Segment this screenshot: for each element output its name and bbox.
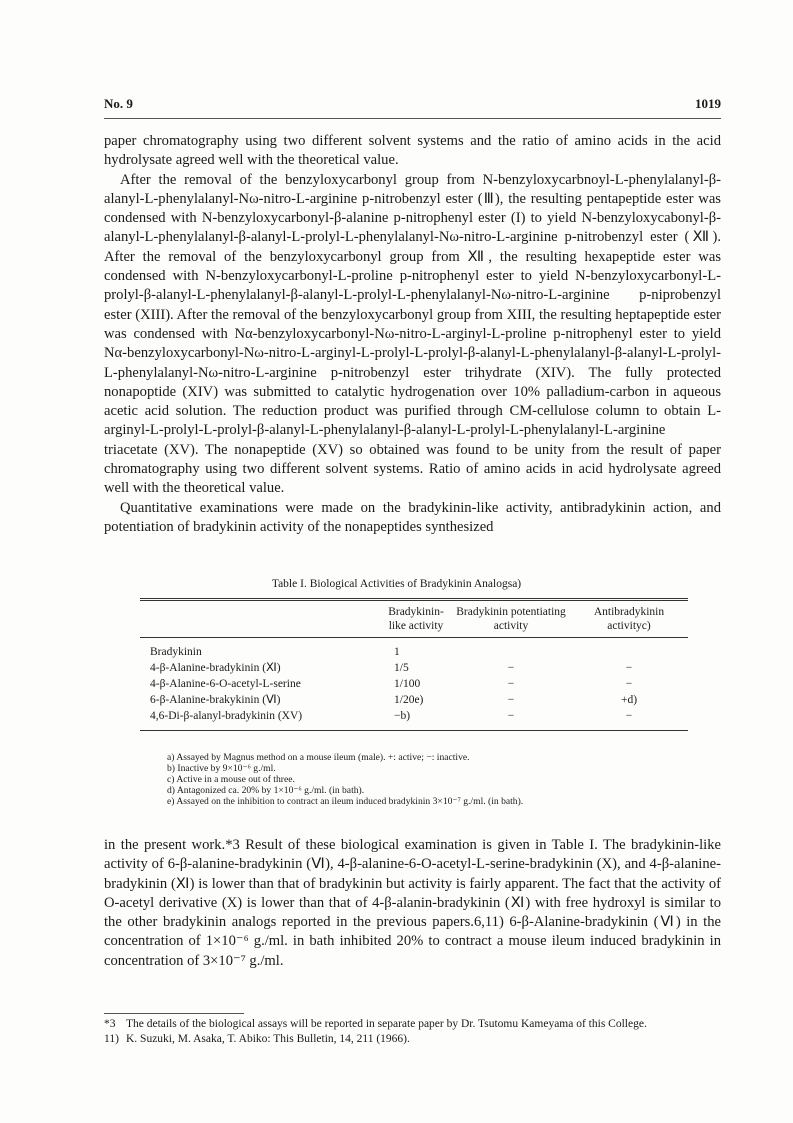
footnote [104, 1017, 721, 1032]
potentiating-value: − [507, 694, 515, 706]
table-note: d) Antagonized ca. 20% by 1×10⁻⁶ g./ml. (in bath). [167, 785, 365, 796]
paragraph-examination: Quantitative examinations were made on the bradykinin-like activity, antibradykinin action, and potentiation of bradykinin activity of the nonapeptides synthesized [104, 499, 721, 535]
compound-name: 6-β-Alanine-brakykinin (Ⅵ) [150, 694, 281, 706]
paragraph-continued: paper chromatography using two different solvent systems and the ratio of amino acids in the acid hydrolysate agreed well with the theoretical value. [104, 133, 721, 169]
reference-mark: 11) [104, 1032, 119, 1045]
antibradykinin-value [570, 644, 688, 660]
header-potentiating: Bradykinin potentiating activity [456, 606, 566, 632]
bradykinin-like-value: 1/5 [394, 662, 409, 674]
table-note: b) Inactive by 9×10⁻⁶ g./ml. [167, 763, 276, 774]
antibradykinin-value: +d) [620, 694, 638, 706]
antibradykinin-value: − [625, 662, 633, 674]
table-note: a) Assayed by Magnus method on a mouse ileum (male). +: active; −: inactive. [167, 752, 470, 763]
table-row [140, 708, 688, 724]
bradykinin-like-value: 1 [394, 646, 400, 658]
potentiating-value [452, 644, 570, 660]
footnote-mark: *3 [104, 1018, 116, 1030]
paragraph-synthesis: After the removal of the benzyloxycarbonyl group from N-benzyloxycarbnoyl-L-phenylalanyl-β-alanyl-L-phenylalanyl-Nω-nitro-L-arginine p-nitrobenzyl ester (Ⅲ), the resulting pentapeptide ester was condensed with N-benzyloxycarbonyl-β-alanine p-nitrophenyl ester (I) to yield N-benzyloxycabonyl-β-alanyl-L-phenylalanyl-β-alanyl-L-prolyl-L-phenylalanyl-Nω-nitro-L-arginine p-nitrobenzyl ester (Ⅻ). After the removal of the benzyloxycarbonyl group from Ⅻ, the resulting hexapeptide ester was condensed with N-benzyloxycarbonyl-L-proline p-nitrophenyl ester to yield N-benzyloxycarbonyl-L-prolyl-β-alanyl-L-phenylalanyl-β-alanyl-L-prolyl-L-phenylalanyl-Nω-nitro-L-arginine p-niprobenzyl ester (XIII). After the removal of the benzyloxycarbonyl group from XIII, the resulting heptapeptide ester was condensed with Nα-benzyloxycarbonyl-Nω-nitro-L-arginyl-L-proline p-nitrophenyl ester to yield Nα-benzyloxycarbonyl-Nω-nitro-L-arginyl-L-prolyl-L-prolyl-β-alanyl-L-phenylalanyl-β-alanyl-L-prolyl-L-phenylalanyl-Nω-nitro-L-arginine p-nitrobenzyl ester trihydrate (XIV). The fully protected nonapoptide (XIV) was submitted to catalytic hydrogenation over 10% palladium-carbon in aqueous acetic acid solution. The reduction product was purified through CM-cellulose column to obtain L-arginyl-L-prolyl-L-prolyl-β-alanyl-L-phenylalanyl-β-alanyl-L-prolyl-L-phenylalanyl-L-arginine triacetate (XV). The nonapeptide (XV) so obtained was found to be unity from the result of paper chromatography using two different solvent systems. Ratio of amino acids in acid hydrolysate agreed well with the theoretical value. [104, 171, 721, 497]
header-compound [140, 601, 380, 637]
table-notes [167, 752, 707, 807]
table-note: c) Active in a mouse out of three. [167, 774, 295, 785]
table-row [140, 692, 688, 708]
body-text-bottom [104, 836, 721, 971]
table-header-row [140, 601, 688, 637]
compound-name: Bradykinin [150, 646, 202, 658]
antibradykinin-value: − [625, 678, 633, 690]
footnote-rule [104, 1013, 244, 1014]
paragraph-results: in the present work.*3 Result of these biological examination is given in Table I. The bradykinin-like activity of 6-β-alanine-bradykinin (Ⅵ), 4-β-alanine-6-O-acetyl-L-serine-bradykinin (X), and 4-β-alanine-bradykinin (Ⅺ) is lower than that of bradykinin but activity is fairly apparent. The fact that the activity of O-acetyl derivative (X) is lower than that of 4-β-alanin-bradykinin (Ⅺ) with free hydroxyl is similar to the other bradykinin analogs reported in the previous papers.6,11) 6-β-Alanine-bradykinin (Ⅵ) in the concentration of 1×10⁻⁶ g./ml. in bath inhibited 20% to contract a mouse ileum induced bradykinin in concentration of 3×10⁻⁷ g./ml. [104, 837, 721, 969]
body-text-top [104, 132, 721, 537]
table-biological-activities [140, 598, 688, 731]
reference [104, 1032, 721, 1047]
compound-name: 4,6-Di-β-alanyl-bradykinin (XV) [150, 710, 303, 722]
footnotes [104, 1017, 721, 1046]
table-row [140, 644, 688, 660]
table-row [140, 676, 688, 692]
table-caption: Table I. Biological Activities of Bradykinin Analogsa) [271, 578, 522, 590]
table-bottom-rule [140, 730, 688, 731]
header-bradykinin-like: Bradykinin-like activity [388, 606, 444, 632]
header-antibradykinin: Antibradykinin activityc) [593, 606, 665, 632]
bradykinin-like-value: 1/100 [394, 678, 421, 690]
bradykinin-like-value: −b) [394, 710, 411, 722]
issue-number: No. 9 [104, 96, 133, 111]
compound-name: 4-β-Alanine-bradykinin (Ⅺ) [150, 662, 281, 674]
table-header-rule [140, 637, 688, 638]
table-note: e) Assayed on the inhibition to contract an ileum induced bradykinin 3×10⁻⁷ g./ml. (in bath). [167, 796, 524, 807]
potentiating-value: − [507, 662, 515, 674]
antibradykinin-value: − [625, 710, 633, 722]
reference-text: K. Suzuki, M. Asaka, T. Abiko: This Bulletin, 14, 211 (1966). [126, 1032, 410, 1045]
compound-name: 4-β-Alanine-6-O-acetyl-L-serine [150, 678, 301, 690]
table-row [140, 660, 688, 676]
page-number: 1019 [695, 96, 721, 111]
activity-table-body [140, 644, 688, 724]
activity-table [140, 601, 688, 637]
bradykinin-like-value: 1/20e) [394, 694, 424, 706]
header-rule [104, 118, 721, 119]
potentiating-value: − [507, 678, 515, 690]
footnote-text: The details of the biological assays will be reported in separate paper by Dr. Tsutomu Kameyama of this College. [126, 1018, 647, 1030]
potentiating-value: − [507, 710, 515, 722]
